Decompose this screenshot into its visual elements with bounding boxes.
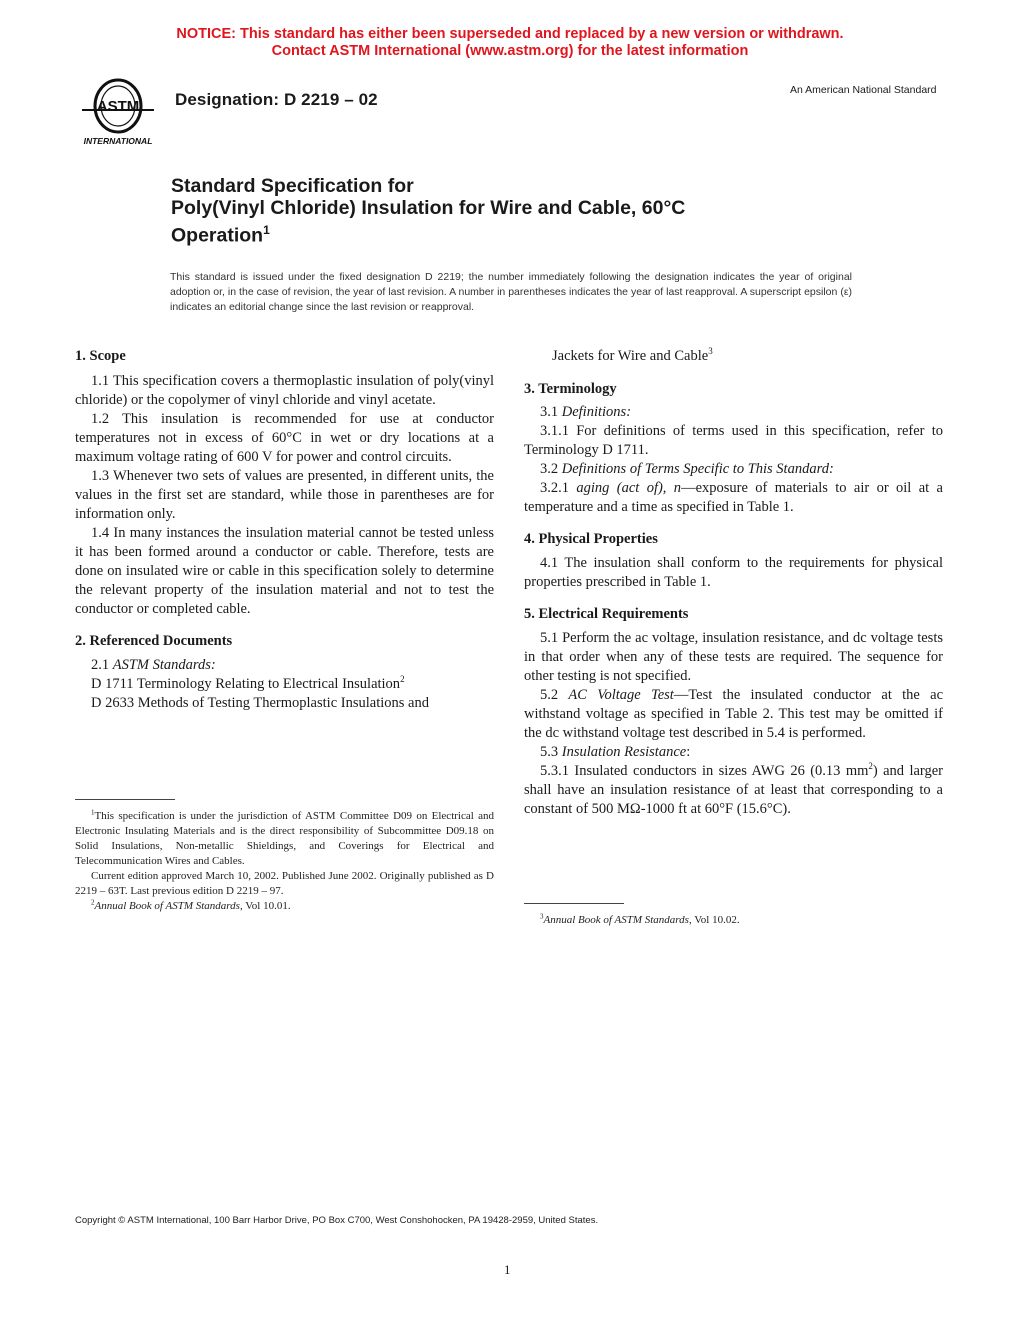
paragraph-5-1: 5.1 Perform the ac voltage, insulation resistance, and dc voltage tests in that order when any of these tests are required. The sequence for other testing is not specified. [524, 630, 943, 684]
footnote-2: $^2$Annual Book of ASTM Standards, Vol 10.01. [91, 898, 291, 912]
footnote-rule-left [75, 799, 175, 800]
ref-d2633-continued: Jackets for Wire and Cable$^3$ [552, 346, 713, 364]
paragraph-5-3: 5.3 Insulation Resistance: [540, 744, 691, 760]
section-heading-terminology: 3. Terminology [524, 381, 617, 397]
title-line-2: Poly(Vinyl Chloride) Insulation for Wire and Cable, 60°C [171, 197, 686, 219]
notice-line-1: NOTICE: This standard has either been superseded and replaced by a new version or withdrawn. [176, 26, 844, 42]
astm-logo [76, 74, 160, 148]
footnotes-left [75, 809, 494, 914]
footnote-1-edition: Current edition approved March 10, 2002. Published June 2002. Originally published as D 2219 – 63T. Last previous edition D 2219 – 97. [75, 870, 494, 897]
ref-d1711: D 1711 Terminology Relating to Electrical Insulation$^2$ [91, 674, 405, 692]
american-national-standard: An American National Standard [790, 84, 937, 96]
paragraph-3-2-1: 3.2.1 aging (act of), n—exposure of materials to air or oil at a temperature and a time as specified in Table 1. [524, 480, 943, 515]
astm-logo-icon [76, 74, 160, 148]
paragraph-1-1: 1.1 This specification covers a thermoplastic insulation of poly(vinyl chloride) or the copolymer of vinyl chloride and vinyl acetate. [75, 373, 494, 408]
paragraph-3-1: 3.1 Definitions: [540, 404, 632, 420]
paragraph-1-4: 1.4 In many instances the insulation material cannot be tested unless it has been formed around a conductor or cable. Therefore, tests are done on insulated wire or cable in this specification solely to determine the relevant property of the insulation material and not to test the conductor or completed cable. [75, 525, 494, 617]
footnote-1: $^1$This specification is under the jurisdiction of ASTM Committee D09 on Electrical and Electronic Insulating Materials and is the direct responsibility of Subcommittee D09.18 on Solid Insulations, Non-metallic Shieldings, and Coverings for Electrical and Telecommunication Wires and Cables. [75, 808, 494, 867]
document-title [171, 175, 685, 247]
title-line-3: Operation [171, 224, 264, 247]
logo-text: ASTM [96, 98, 140, 115]
right-column [524, 347, 943, 819]
paragraph-3-1-1: 3.1.1 For definitions of terms used in this specification, refer to Terminology D 1711. [524, 423, 943, 458]
intro-paragraph: This standard is issued under the fixed designation D 2219; the number immediately following the designation indicates the year of original adoption or, in the case of revision, the year of last revision. A number in parentheses indicates the year of last reapproval. A superscript epsilon (ε) indicates an editorial change since the last revision or reapproval. [170, 271, 852, 313]
copyright: Copyright © ASTM International, 100 Barr Harbor Drive, PO Box C700, West Conshohocken, PA 19428-2959, United States. [75, 1215, 599, 1226]
section-heading-referenced: 2. Referenced Documents [75, 633, 233, 649]
paragraph-1-3: 1.3 Whenever two sets of values are presented, in different units, the values in the first set are standard, while those in parentheses are for information only. [75, 468, 494, 522]
paragraph-2-1: 2.1 ASTM Standards: [91, 657, 216, 673]
section-heading-electrical: 5. Electrical Requirements [524, 606, 689, 622]
paragraph-1-2: 1.2 This insulation is recommended for use at conductor temperatures not in excess of 60°C in wet or dry locations at a maximum voltage rating of 600 V for power and control circuits. [75, 411, 494, 465]
title-footnote-mark: 1 [263, 223, 270, 237]
page-number: 1 [504, 1262, 511, 1277]
footnotes-right [524, 913, 943, 928]
footnote-3: $^3$Annual Book of ASTM Standards, Vol 10.02. [540, 912, 740, 926]
left-column [75, 347, 494, 713]
footnote-rule-right [524, 903, 624, 904]
section-heading-physical: 4. Physical Properties [524, 531, 658, 547]
logo-subtext: INTERNATIONAL [83, 136, 153, 146]
paragraph-4-1: 4.1 The insulation shall conform to the requirements for physical properties prescribed in Table 1. [524, 555, 943, 590]
paragraph-3-2: 3.2 Definitions of Terms Specific to This Standard: [540, 461, 834, 477]
designation: Designation: D 2219 – 02 [175, 90, 378, 109]
paragraph-5-3-1: 5.3.1 Insulated conductors in sizes AWG 26 (0.13 $mm^2$) and larger shall have an insulation resistance of at least that corresponding to a constant of 500 MΩ-1000 ft at 60°F (15.6°C). [524, 761, 944, 817]
notice-line-2: Contact ASTM International (www.astm.org) for the latest information [271, 43, 749, 59]
ref-d2633: D 2633 Methods of Testing Thermoplastic Insulations and [91, 695, 429, 711]
title-line-1: Standard Specification for [171, 175, 414, 197]
section-heading-scope: 1. Scope [75, 348, 126, 364]
paragraph-5-2: 5.2 AC Voltage Test—Test the insulated conductor at the ac withstand voltage as specified in Table 2. This test may be omitted if the dc withstand voltage test described in 5.4 is performed. [524, 687, 944, 741]
